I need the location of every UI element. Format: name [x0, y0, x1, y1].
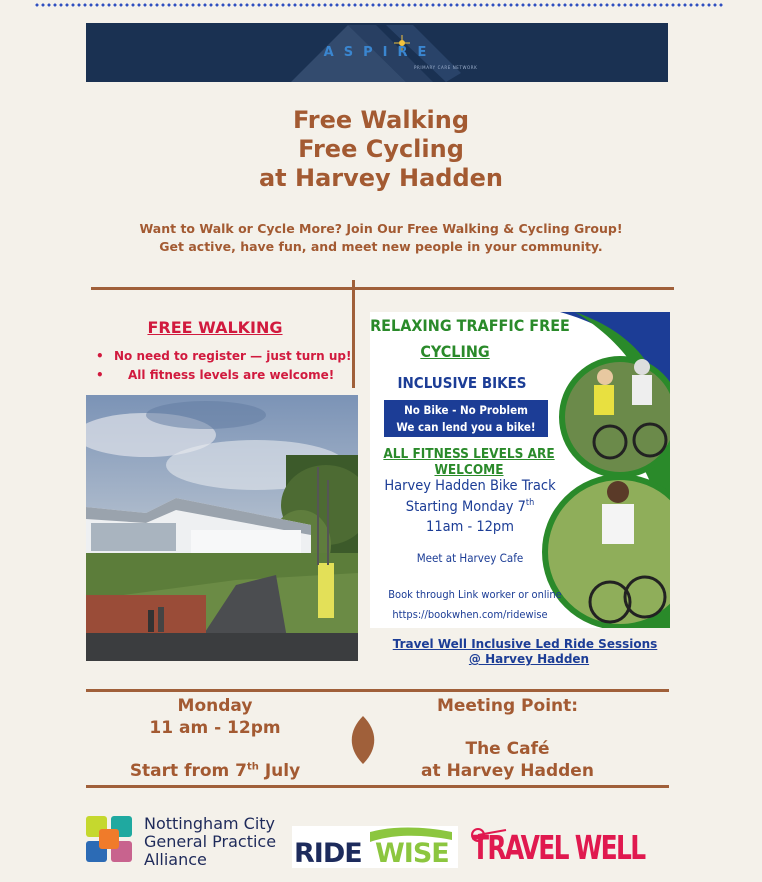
title-line-3: at Harvey Hadden: [258, 164, 504, 192]
schedule-time: 11 am - 12pm: [149, 718, 281, 738]
walking-bullet: • No need to register — just turn up!: [96, 349, 352, 363]
meeting-label: Meeting Point:: [436, 696, 579, 716]
ncgpa-line: Alliance: [144, 850, 207, 869]
cycling-poster: [370, 312, 670, 628]
ncgpa-logo-text: [144, 815, 276, 869]
ridewise-wise: WISE: [375, 838, 449, 869]
travel-well-link[interactable]: [370, 637, 680, 667]
ncgpa-line: General Practice: [144, 832, 277, 851]
travel-well-link-line-2[interactable]: @ Harvey Hadden: [468, 652, 590, 666]
free-walking-heading: FREE WALKING: [147, 318, 283, 337]
poster-line-book: Book through Link worker or online: [388, 588, 562, 601]
poster-line-inclusive-bikes: INCLUSIVE BIKES: [397, 374, 527, 392]
walking-bullet-list: [96, 349, 352, 387]
leaf-icon: [350, 716, 376, 764]
poster-line-bike-track: Harvey Hadden Bike Track: [384, 478, 556, 494]
poster-line-time: 11am - 12pm: [426, 519, 514, 535]
title-line-2: Free Cycling: [298, 135, 464, 163]
schedule-start: [105, 761, 325, 781]
schedule-start-sup: th: [247, 761, 259, 773]
schedule-day: Monday: [177, 696, 253, 716]
poster-line-cycling: CYCLING: [420, 342, 490, 361]
divider-vertical: [352, 280, 355, 388]
meeting-place-2: at Harvey Hadden: [421, 761, 594, 781]
walking-bullet: • All fitness levels are welcome!: [96, 368, 352, 382]
ridewise-logo: [292, 826, 458, 868]
ncgpa-line: Nottingham City: [144, 814, 276, 833]
poster-line-meet: Meet at Harvey Cafe: [416, 551, 524, 565]
poster-line-fitness: ALL FITNESS LEVELS ARE WELCOME: [383, 446, 555, 478]
aspire-logo-text: ASPIRE: [323, 45, 437, 60]
ridewise-ride: RIDE: [294, 838, 362, 869]
intro-line-2: Get active, have fun, and meet new people in your community.: [159, 239, 603, 254]
divider-bottom-bottom: [86, 785, 669, 788]
bike-lend-box-line-1: No Bike - No Problem: [404, 403, 528, 417]
poster-line-url: https://bookwhen.com/ridewise: [392, 608, 548, 621]
travel-well-logo: TRAVEL WELL: [472, 828, 645, 867]
aspire-tagline: PRIMARY CARE NETWORK: [414, 65, 478, 70]
title-line-1: Free Walking: [292, 106, 470, 134]
intro-line-1: Want to Walk or Cycle More? Join Our Free Walking & Cycling Group!: [139, 221, 623, 236]
poster-start-text: Starting Monday 7: [405, 498, 526, 515]
ncgpa-logo-icon: [86, 816, 134, 864]
top-dotted-border: [34, 3, 724, 7]
divider-bottom-top: [86, 689, 669, 692]
poster-start-sup: th: [525, 498, 535, 508]
poster-line-traffic-free: RELAXING TRAFFIC FREE: [370, 316, 570, 335]
bike-lend-box: [384, 400, 548, 437]
harvey-hadden-building-photo: [86, 395, 358, 661]
travel-well-link-line-1[interactable]: Travel Well Inclusive Led Ride Sessions: [392, 637, 658, 651]
bike-lend-box-line-2: We can lend you a bike!: [396, 420, 536, 434]
schedule-start-suffix: July: [258, 761, 301, 781]
aspire-banner: [86, 23, 668, 82]
schedule-start-text: Start from 7: [129, 761, 248, 781]
divider-top: [91, 287, 674, 290]
meeting-place-1: The Café: [465, 739, 550, 759]
poster-line-starting: [370, 498, 570, 515]
